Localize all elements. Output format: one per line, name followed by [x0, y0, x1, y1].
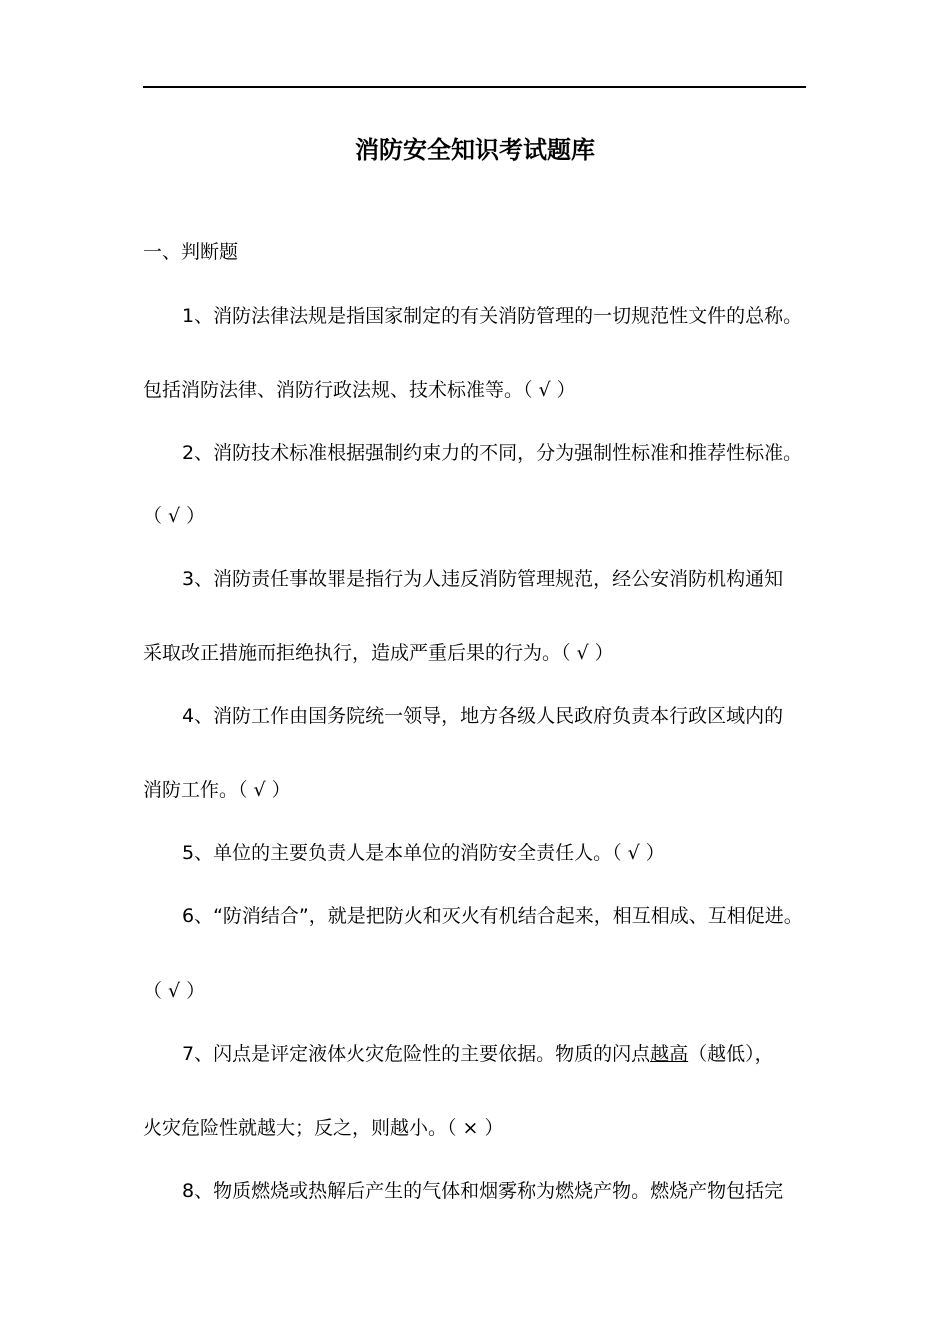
- page-title: 消防安全知识考试题库: [355, 136, 595, 164]
- question-7-line-2: 火灾危险性就越大；反之，则越小。（ × ）: [143, 1117, 504, 1139]
- question-6-line-1: 6、“防消结合”，就是把防火和灭火有机结合起来，相互相成、互相促进。: [182, 905, 803, 927]
- question-7-correction: （越低），: [688, 1043, 774, 1065]
- question-6-line-2: （ √ ）: [143, 980, 206, 1002]
- question-7-underlined-answer: 越高: [650, 1043, 689, 1065]
- question-1-line-1: 1、消防法律法规是指国家制定的有关消防管理的一切规范性文件的总称。: [182, 305, 803, 327]
- section-heading: 一、判断题: [143, 241, 239, 263]
- question-7-line-1: [182, 1040, 774, 1068]
- question-4-line-2: 消防工作。（ √ ）: [143, 779, 291, 801]
- question-4-line-1: 4、消防工作由国务院统一领导，地方各级人民政府负责本行政区域内的: [182, 705, 784, 727]
- question-1-line-2: 包括消防法律、消防行政法规、技术标准等。（ √ ）: [143, 379, 576, 401]
- question-3-line-2: 采取改正措施而拒绝执行，造成严重后果的行为。（ √ ）: [143, 642, 614, 664]
- question-8-line-1: 8、物质燃烧或热解后产生的气体和烟雾称为燃烧产物。燃烧产物包括完: [182, 1180, 784, 1202]
- question-7-text: 7、闪点是评定液体火灾危险性的主要依据。物质的闪点: [182, 1043, 651, 1065]
- question-3-line-1: 3、消防责任事故罪是指行为人违反消防管理规范，经公安消防机构通知: [182, 568, 784, 590]
- question-2-line-1: 2、消防技术标准根据强制约束力的不同，分为强制性标准和推荐性标准。: [182, 442, 803, 464]
- question-2-line-2: （ √ ）: [143, 505, 206, 527]
- top-rule: [143, 86, 806, 88]
- question-5-line-1: 5、单位的主要负责人是本单位的消防安全责任人。（ √ ）: [182, 842, 665, 864]
